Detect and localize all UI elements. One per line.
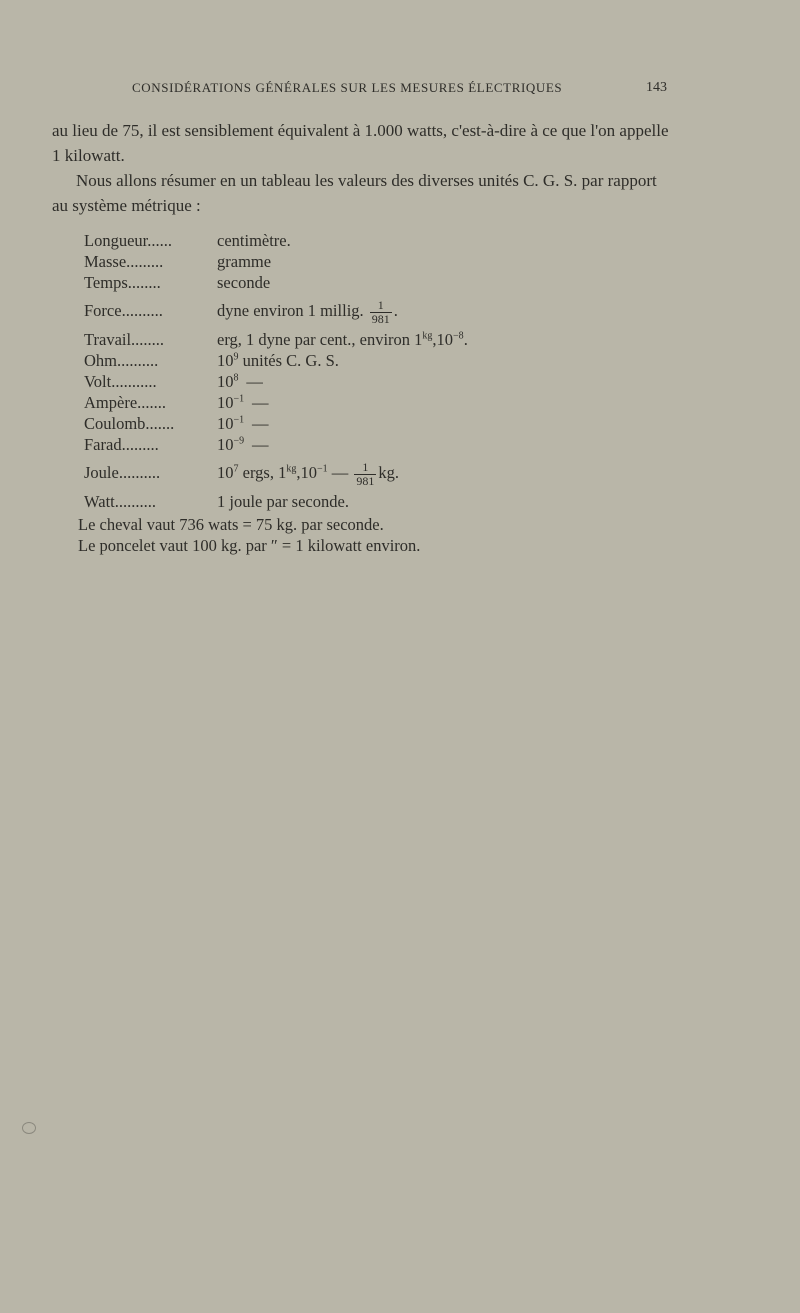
unit-name: Ampère....... — [84, 393, 167, 412]
unit-name: Travail........ — [84, 330, 165, 349]
unit-value: seconde — [217, 273, 271, 292]
unit-value: $10^{-1}$ — — [217, 414, 269, 433]
library-stamp — [22, 1122, 36, 1134]
unit-row-farad — [84, 434, 684, 455]
fraction: $\frac{1}{981}$ — [356, 459, 375, 488]
unit-value: $10^7$ ergs, $1^{kg},10^{-1}$ — $\frac{1}{981}$ kg. — [217, 459, 399, 488]
unit-value: erg, 1 dyne par cent., environ $1^{kg},10^{-8}$. — [217, 330, 468, 349]
unit-value: centimètre. — [217, 231, 291, 250]
unit-name: Longueur...... — [84, 231, 172, 250]
units-table — [84, 230, 684, 512]
unit-row-force — [84, 293, 684, 329]
unit-row-volt — [84, 371, 684, 392]
paragraph: au lieu de 75, il est sensiblement équivalent à 1.000 watts, c'est-à-dire à ce que l'on appelle 1 kilowatt. — [52, 121, 669, 165]
unit-row-ohm — [84, 350, 684, 371]
page-number: 143 — [646, 80, 667, 95]
paragraph — [52, 168, 672, 218]
note-cheval: Le cheval vaut 736 wats = 75 kg. par seconde. — [78, 515, 384, 534]
unit-value: $10^9$ unités C. G. S. — [217, 351, 339, 370]
unit-name: Volt........... — [84, 372, 157, 391]
unit-value: dyne environ 1 millig. $\frac{1}{981}$ . — [217, 297, 398, 326]
unit-row-ampere — [84, 392, 684, 413]
unit-name: Coulomb....... — [84, 414, 175, 433]
running-title: CONSIDÉRATIONS GÉNÉRALES SUR LES MESURES ÉLECTRIQUES — [132, 80, 563, 95]
unit-row-watt — [84, 491, 684, 512]
note-poncelet: Le poncelet vaut 100 kg. par ″ = 1 kilowatt environ. — [78, 536, 421, 555]
unit-name: Watt.......... — [84, 492, 156, 511]
unit-value: 1 joule par seconde. — [217, 492, 349, 511]
unit-row-joule — [84, 455, 684, 491]
unit-name: Farad......... — [84, 435, 159, 454]
unit-name: Masse......... — [84, 252, 164, 271]
unit-row-travail — [84, 329, 684, 350]
paragraph-text: Nous allons résumer en un tableau les valeurs des diverses unités C. G. S. par rapport au système métrique : — [52, 171, 657, 215]
fraction: $\frac{1}{981}$ — [371, 297, 390, 326]
unit-name: Temps........ — [84, 273, 161, 292]
unit-name: Joule.......... — [84, 463, 161, 482]
unit-row-masse — [84, 251, 684, 272]
unit-row-longueur — [84, 230, 684, 251]
unit-value: gramme — [217, 252, 272, 271]
unit-row-coulomb — [84, 413, 684, 434]
unit-name: Force.......... — [84, 301, 163, 320]
unit-value: $10^{-9}$ — — [217, 435, 269, 454]
unit-value: $10^{-1}$ — — [217, 393, 269, 412]
unit-value: $10^8$ — — [217, 372, 263, 391]
unit-row-temps — [84, 272, 684, 293]
unit-name: Ohm.......... — [84, 351, 159, 370]
